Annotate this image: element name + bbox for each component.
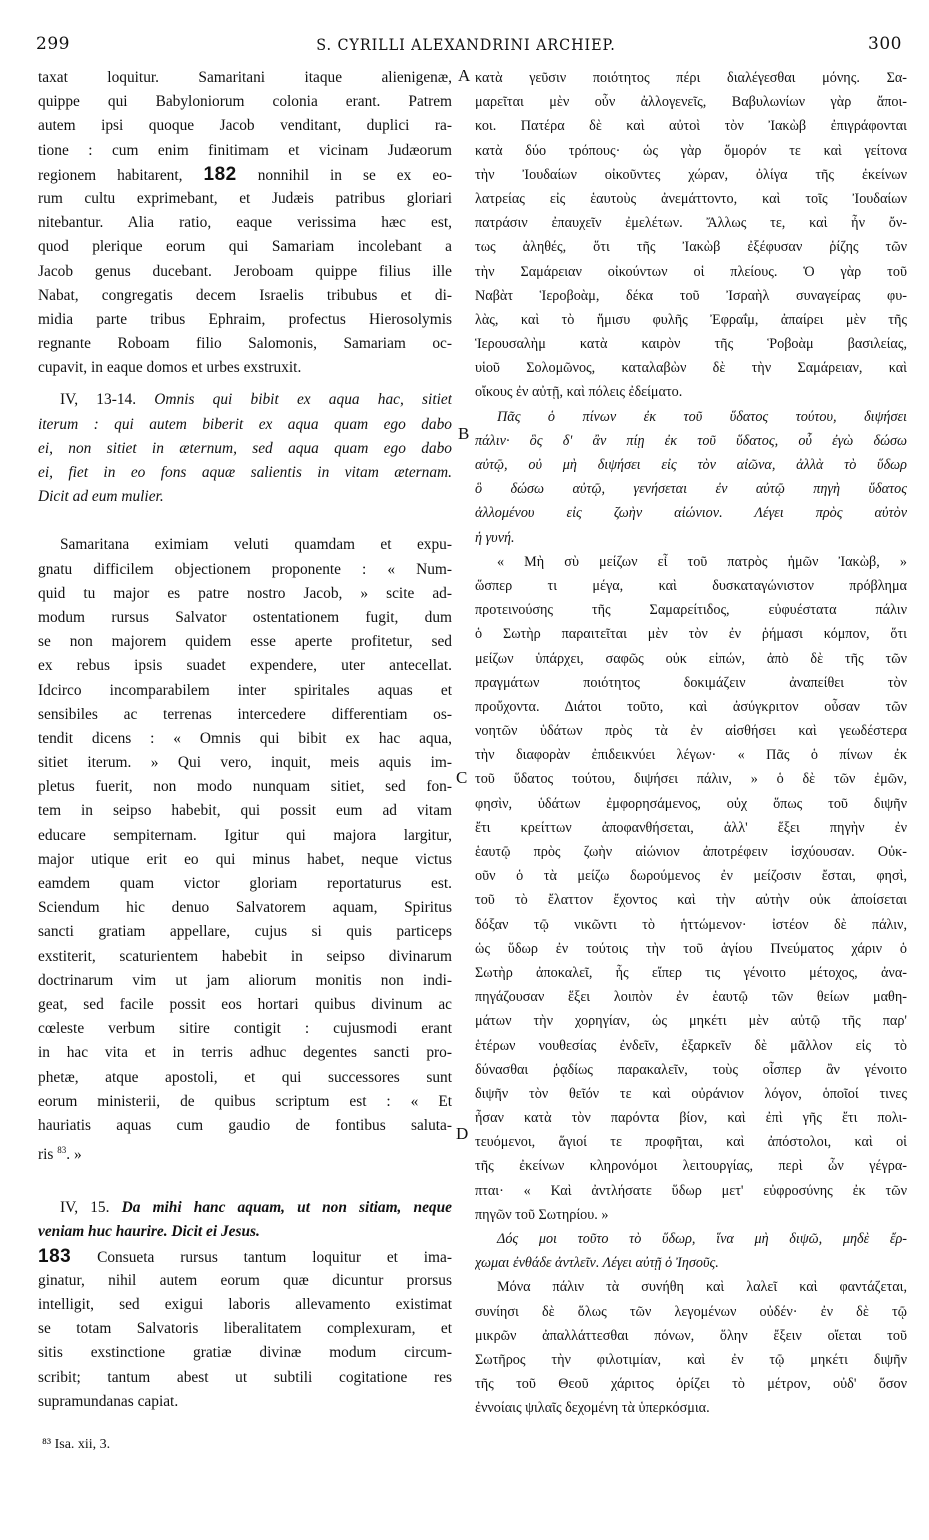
latin-line: sitiet iterum. » Qui vero, inquit, meis aquis im-	[38, 754, 452, 772]
verse-text: Da mihi hanc aquam, ut non sitiam, neque	[121, 1199, 452, 1217]
verse-reference: IV, 13-14.	[60, 391, 137, 409]
greek-line: ἦσαν κατὰ τὸν παρόντα βίον, καὶ ἐπὶ γῆς ἔτι πολι-	[475, 1110, 907, 1127]
greek-line: Μόνα πάλιν τὰ συνήθη καὶ λαλεῖ καὶ φαντάζεται,	[497, 1279, 907, 1296]
verse-line: ei, fiet in eo fons aquæ salientis in vitam æternam.	[38, 464, 452, 481]
greek-verse-line: Δός μοι τοῦτο τὸ ὕδωρ, ἵνα μὴ διψῶ, μηδὲ ἔρ-	[497, 1231, 907, 1247]
verse-line	[38, 388, 452, 412]
latin-line: nitebantur. Alia ratio, eaque verissima hæc est,	[38, 214, 452, 232]
latin-line: hauriatis aquas cum gaudio de fontibus saluta-	[38, 1116, 452, 1134]
latin-line: eamdem quam victor gloriam reportaturus est.	[38, 875, 452, 892]
verse-line: Dicit ad eum mulier.	[38, 488, 164, 506]
latin-line: intelligit, sed exigui laboris allevamento existimat	[38, 1296, 452, 1313]
greek-line: ἐννοίαις ψιλαῖς δεχομένη τὰ ὑπερκόσμια.	[475, 1400, 710, 1417]
greek-line: μικρῶν ἀπαλλάττεσθαι πόνων, ὅλην ἔξειν οἴεται τοῦ	[475, 1327, 907, 1344]
latin-line: phetæ, atque apostoli, et qui successores sunt	[38, 1068, 452, 1086]
running-header	[30, 34, 902, 60]
greek-verse-line: αὐτῷ, οὐ μὴ διψήσει εἰς τὸν αἰῶνα, ἀλλὰ τὸ ὕδωρ	[475, 457, 907, 473]
greek-line: ὥσπερ τι μέγα, καὶ δυσκαταγώνιστον πρόβλημα	[475, 577, 907, 594]
latin-line: Sciendum hic denuo Salvatorem aquam, Spiritus	[38, 899, 452, 917]
latin-line: scribit; tantum abest ut subtili cogitatione res	[38, 1368, 452, 1386]
greek-line: δόξαν τῷ νικῶντι τὸ ἡττώμενον· ἰστέον δὲ πάλιν,	[475, 916, 907, 933]
verse-line: iterum : qui autem biberit ex aqua quam ego dabo	[38, 415, 452, 433]
greek-verse-line: ἡ γυνή.	[475, 529, 515, 546]
greek-line: πται· « Καὶ ἀντλήσατε ὕδωρ μετ' εὐφροσύνης ἐκ τῶν	[475, 1182, 907, 1199]
section-number: 183	[38, 1245, 72, 1267]
column-marker-c: C	[456, 768, 468, 787]
greek-line: τως ἀληθές, ὅτι τῆς Ἰακὼβ ἐξέφυσαν ῥίζης τῶν	[475, 239, 907, 256]
greek-line: τοῦ τὸ ἔλαττον ἔχοντος καὶ τὴν αὐτὴν οὐκ ἀποίσεται	[475, 892, 907, 909]
verse-line: ei, non sitiet in æternum, sed aqua quam ego dabo	[38, 439, 452, 457]
greek-line: φησὶν, ὑδάτων ἐμφορησάμενος, οὐχ ὅπως τοῦ διψῆν	[475, 795, 907, 812]
greek-line: τῆς τοῦ Θεοῦ χάριτος ὁρίζει τὸ μέτρον, οὐδ' ὅσον	[475, 1376, 907, 1393]
greek-line: μάτων τὴν χορηγίαν, ὡς μηκέτι μὲν αὐτῷ τῆς παρ'	[475, 1013, 907, 1030]
greek-verse-line: ἀλλομένου εἰς ζωὴν αἰώνιον. Λέγει πρὸς αὐτὸν	[475, 505, 907, 522]
running-title: S. CYRILLI ALEXANDRINI ARCHIEP.	[316, 35, 616, 54]
latin-line: midia parte tribus Ephraim, profectus Hierosolymis	[38, 310, 452, 328]
latin-line: Idcirco incomparabilem inter spiritales aquas et	[38, 681, 452, 699]
greek-line: μείζων ὑπάρχει, σαφῶς οὐκ εἰπών, ἀπὸ δὲ τῆς τῶν	[475, 650, 907, 667]
greek-verse-line: Πᾶς ὁ πίνων ἐκ τοῦ ὕδατος τούτου, διψήσει	[497, 408, 907, 425]
greek-verse-line: χωμαι ἐνθάδε ἀντλεῖν. Λέγει αὐτῇ ὁ Ἰησοῦς.	[475, 1255, 719, 1272]
latin-line: geat, sed facile possit eos hortari quibus divinum ac	[38, 995, 452, 1013]
greek-line: τοῦ ὕδατος τούτου, διψήσει πάλιν, » ὁ δὲ τῶν ἐμῶν,	[475, 771, 907, 788]
greek-line: κατὰ γεῦσιν ποιότητος πέρι διαλέγεσθαι μόνης. Σα-	[475, 70, 907, 86]
greek-line: προὔχοντα. Διάτοι τοῦτο, καὶ ἀσύγκριτον οὖσαν τῶν	[475, 698, 907, 715]
latin-line: quippe qui Babyloniorum colonia erant. Patrem	[38, 93, 452, 111]
latin-line: modum rursus Salvator ostentationem fugit, dum	[38, 608, 452, 626]
latin-line: autem ipsi quoque Jacob venditant, duplici ra-	[38, 117, 452, 135]
greek-line: πατράσιν ἐπαυχεῖν ἐμελέτων. Ἄλλως τε, καὶ ἦν ὄν-	[475, 215, 907, 232]
latin-line: quid tu major es patre nostro Jacob, » scite ad-	[38, 584, 452, 602]
greek-line: τευόμενοι, ἅγιοί τε προφῆται, καὶ ἀπόστολοι, καὶ οἱ	[475, 1134, 907, 1151]
greek-line: ἑτέρων νουθεσίας ἐνδεῖν, ἐξαρκεῖν δὲ μᾶλλον εἰς τὸ	[475, 1037, 907, 1054]
latin-line: se totam Salvatoris liberalitatem complexuram, et	[38, 1320, 452, 1338]
column-marker-d: D	[456, 1124, 469, 1143]
column-marker-b: B	[458, 424, 470, 443]
greek-line: τῆς ἐκείνων κληρονόμοι λειτουργίας, περὶ ὧν γέγρα-	[475, 1158, 907, 1175]
latin-line: educare sempiternam. Igitur qui majora largitur,	[38, 826, 452, 844]
greek-line: ἔτι κρείττων ἀποφανθήσεται, ἀλλ' ἕξει πηγὴν ἐν	[475, 819, 907, 836]
latin-line: exstiterit, scaturientem habebit in seipso divinarum	[38, 947, 452, 965]
latin-line: tione : cum enim finitimam et vicinam Judæorum	[38, 141, 452, 159]
verse-text: Omnis qui bibit ex aqua hac, sitiet	[154, 391, 452, 409]
greek-verse-line: ὃ δώσω αὐτῷ, γενήσεται ἐν αὐτῷ πηγὴ ὕδατος	[475, 481, 907, 498]
latin-line	[38, 1245, 452, 1269]
footnote: ⁸³ Isa. xii, 3.	[42, 1437, 111, 1452]
verse-line	[38, 1196, 452, 1220]
latin-line: rum cultu exprimebant, et Judæis patribus gloriari	[38, 189, 452, 207]
greek-line: υἱοῦ Σολομῶνος, καταλαβὼν δὲ τὴν Σαμάρειαν, καὶ	[475, 360, 907, 377]
latin-text: nonnihil in se ex eo-	[257, 166, 452, 184]
verse-reference: IV, 15.	[60, 1199, 110, 1217]
greek-column	[475, 66, 907, 1421]
latin-line	[38, 163, 452, 187]
latin-line: cupavit, in eaque domos et urbes exstruxit.	[38, 359, 302, 377]
latin-text: regionem habitarent,	[38, 166, 183, 184]
latin-line: in hac vita et in terris adhuc degentes sancti pro-	[38, 1044, 452, 1062]
greek-line: κοι. Πατέρα δὲ καὶ αὐτοὶ τὸν Ἰακὼβ ἐπιγράφονται	[475, 118, 907, 135]
latin-line: taxat loquitur. Samaritani itaque alienigenæ,	[38, 69, 452, 86]
latin-line: cœleste verbum sitire contigit : cujusmodi erant	[38, 1020, 452, 1038]
greek-line: κατὰ δύο τρόπους· ὡς γὰρ ὅμορόν τε καὶ γείτονα	[475, 142, 907, 159]
greek-line: τὴν Σαμάρειαν οἰκούντων οἱ πλείους. Ὁ γὰρ τοῦ	[475, 263, 907, 280]
latin-line: tendit dicens : « Omnis qui bibit ex hac aqua,	[38, 729, 452, 747]
greek-line: Σωτὴρ ἀποκαλεῖ, ἧς εἴπερ τις γένοιτο μέτοχος, ἀνα-	[475, 964, 907, 981]
latin-line: sensibiles ac terrenas intercedere differentiam os-	[38, 705, 452, 723]
greek-line: τὴν διαφορὰν ἐπιδεικνύει λέγων· « Πᾶς ὁ πίνων ἐκ	[475, 747, 907, 764]
greek-line: πηγῶν τοῦ Σωτηρίου. »	[475, 1206, 609, 1223]
latin-line: eorum ministerii, de quibus scriptum est : « Et	[38, 1092, 452, 1110]
latin-line: doctrinarum vim ut jam aliorum monitis non indi-	[38, 971, 452, 989]
latin-line: Jacob genus ducebant. Jeroboam quippe filius ille	[38, 262, 452, 280]
latin-line: supramundanas capiat.	[38, 1392, 179, 1410]
greek-line: λὰς, καὶ τὸ ἥμισυ φυλῆς Ἐφραΐμ, ἀπαίρει μὲν τῆς	[475, 311, 907, 328]
greek-line: Ναβὰτ Ἱεροβοὰμ, δέκα τοῦ Ἰσραὴλ συναγείρας φυ-	[475, 287, 907, 304]
greek-line: πραγμάτων ποιότητος δοκιμάζειν ἀναπείθει τὸν	[475, 674, 907, 691]
greek-line: διψῆν τὸν θεῖόν τε καὶ οὐράνιον λόγον, ὁποῖοί τινες	[475, 1085, 907, 1102]
latin-line: sancti gratiam appellare, cujus si quis particeps	[38, 923, 452, 941]
latin-text: . »	[66, 1146, 82, 1163]
latin-line: sitis exstinctione gratiæ divinæ modum circum-	[38, 1344, 452, 1362]
greek-line: ὡς ὕδωρ ἐν τούτοις τὴν τοῦ ἁγίου Πνεύματος χάριν ὁ	[475, 940, 907, 957]
latin-text: ris	[38, 1146, 54, 1163]
latin-line: ex rebus ipsis suadet expendere, uter antecellat.	[38, 657, 452, 675]
greek-line: προτεινούσης τῆς Σαμαρείτιδος, εὐφυέστατα πάλιν	[475, 602, 907, 619]
latin-line: Nabat, congregatis decem Israelis tribubus et di-	[38, 286, 452, 304]
greek-line: νοητῶν ὑδάτων πρὸς τὰ ἐν αἰσθήσει καὶ γεωδέστερα	[475, 723, 907, 740]
greek-line: οῦν ὁ τὰ μείζω δωρούμενος ἐν μείζοσιν ἔσται, φησὶ,	[475, 868, 907, 885]
latin-line: regnante Roboam filio Salomonis, Samariam oc-	[38, 335, 452, 353]
greek-line: Σωτῆρος τὴν φιλοτιμίαν, καὶ ἐν τῷ μηκέτι διψῆν	[475, 1351, 907, 1368]
latin-line: tem in seipso habebit, qui possit eum ad vitam	[38, 802, 452, 820]
page-number-right: 300	[868, 34, 902, 54]
section-number: 182	[203, 163, 237, 185]
latin-text: Consueta rursus tantum loquitur et ima-	[97, 1248, 452, 1266]
latin-line: pletus fuerit, non modo nunquam sitiet, sed fon-	[38, 778, 452, 796]
greek-line: τὴν Ἰουδαίων οἰκοῦντες χώραν, ὀλίγα τῆς ἐκείνων	[475, 166, 907, 183]
latin-line: ginatur, nihil autem eorum quæ dicuntur prorsus	[38, 1271, 452, 1289]
latin-line: quod plerique eorum qui Samariam incolebant a	[38, 238, 452, 256]
greek-line: « Μὴ σὺ μείζων εἶ τοῦ πατρὸς ἡμῶν Ἰακὼβ, »	[497, 553, 907, 570]
latin-line	[38, 1138, 452, 1162]
latin-line: gnatu difficilem objectionem proponente : « Num-	[38, 560, 452, 578]
column-marker-a: A	[458, 66, 471, 85]
greek-line: ἑαυτῷ πρὸς ζωὴν αἰώνιον ἀποτρέφειν ἰσχύουσαν. Οὐκ-	[475, 844, 907, 860]
greek-line: λατρείας εἰς ἑαυτοὺς ἀνεμάττοντο, καὶ τοῖς Ἰουδαίων	[475, 190, 907, 207]
greek-line: ὁ Σωτὴρ παραιτεῖται μὲν τὸν ἐν ῥήμασι κόμπον, ὅτι	[475, 626, 907, 643]
latin-line: Samaritana eximiam veluti quamdam et expu-	[60, 536, 452, 554]
greek-line: Ἱερουσαλὴμ κατὰ καιρὸν τῆς Ῥοβοὰμ βασιλείας,	[475, 336, 907, 353]
greek-line: δύνασθαι ῥᾳδίως παρακαλεῖν, τοὺς οἷσπερ ἂν γένοιτο	[475, 1061, 907, 1078]
latin-line: se non majorem quidem esse aperte profitetur, sed	[38, 633, 452, 651]
page-number-left: 299	[36, 34, 70, 54]
latin-column	[38, 66, 452, 1414]
greek-line: μαρεῖται μὲν οὖν ἀλλογενεῖς, Βαβυλωνίων γὰρ ἄποι-	[475, 94, 907, 111]
verse-line: veniam huc haurire. Dicit ei Jesus.	[38, 1223, 260, 1241]
footnote-reference: 83	[57, 1145, 67, 1156]
greek-line: οἴκους ἐν αὐτῇ, καὶ πόλεις ἐδείματο.	[475, 384, 683, 401]
greek-verse-line: πάλιν· ὃς δ' ἂν πίῃ ἐκ τοῦ ὕδατος, οὗ ἐγὼ δώσω	[475, 432, 907, 449]
greek-line: πηγάζουσαν ἕξει λοιπὸν ἐν ἑαυτῷ τῶν θείων μαθη-	[475, 989, 907, 1006]
latin-line: major utique erit eo qui minus habet, neque victus	[38, 850, 452, 868]
greek-line: συνίησι δὲ ὅλως τῶν λεγομένων οὐδέν· ἐν δὲ τῷ	[475, 1303, 907, 1320]
